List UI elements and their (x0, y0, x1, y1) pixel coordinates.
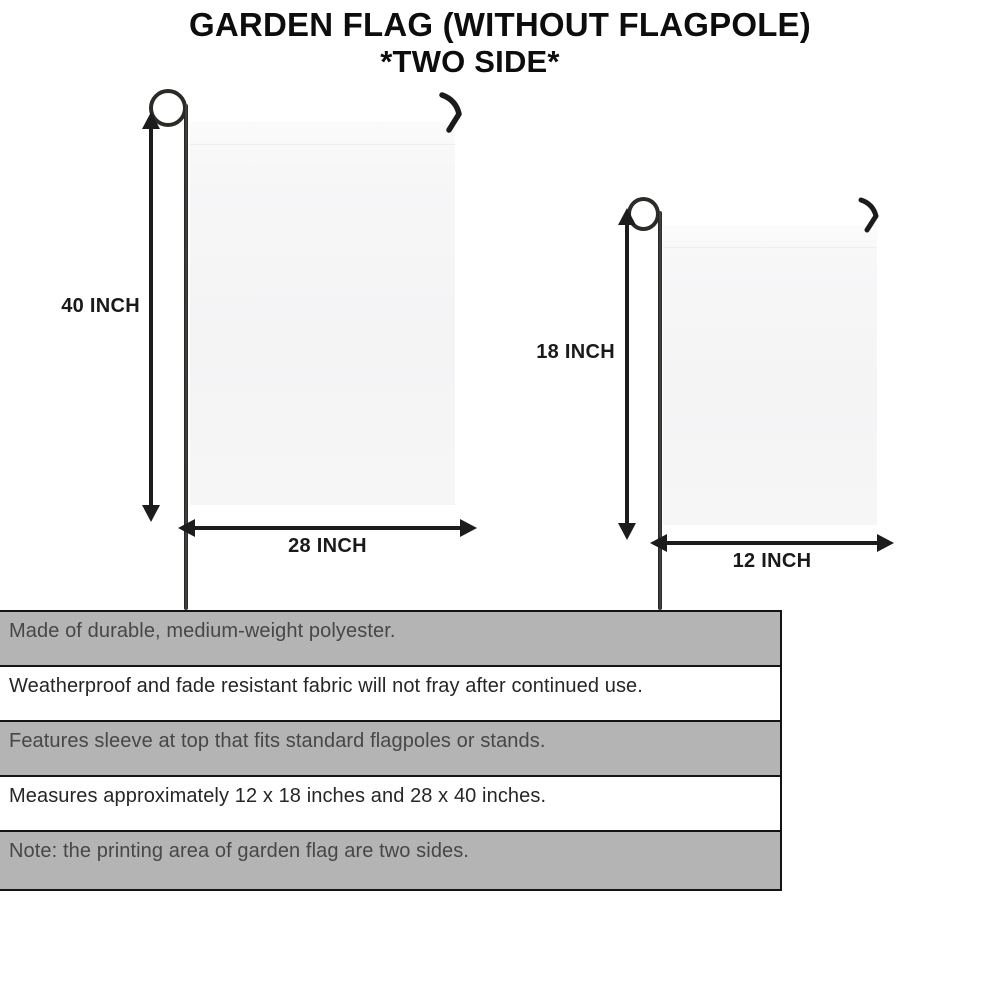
small-flag-width-label: 12 INCH (732, 550, 812, 572)
title-block (0, 6, 1000, 80)
small-flag-height-label: 18 INCH (536, 341, 615, 363)
hanger-hook-icon (857, 197, 886, 236)
feature-row (0, 832, 780, 889)
large-flag (190, 122, 455, 505)
feature-text: Weatherproof and fade resistant fabric will not fray after continued use. (9, 675, 643, 697)
small-flag-width-arrow (666, 541, 878, 545)
page-title: GARDEN FLAG (WITHOUT FLAGPOLE) (189, 6, 811, 43)
feature-row (0, 777, 780, 832)
large-flag-height-arrow (149, 128, 153, 506)
feature-row (0, 722, 780, 777)
feature-text: Note: the printing area of garden flag are two sides. (9, 840, 470, 862)
page-subtitle: *TWO SIDE* (380, 44, 560, 79)
sleeve-seam (663, 247, 877, 248)
feature-list (0, 610, 782, 891)
sleeve-seam (190, 144, 455, 145)
feature-text: Measures approximately 12 x 18 inches and 28 x 40 inches. (9, 785, 547, 807)
large-flag-width-label: 28 INCH (288, 535, 367, 557)
large-flag-height-label: 40 INCH (61, 295, 140, 317)
small-flag-height-arrow (625, 224, 629, 524)
feature-row (0, 612, 780, 667)
feature-row (0, 667, 780, 722)
feature-text: Features sleeve at top that fits standard flagpoles or stands. (9, 730, 546, 752)
large-flag-width-arrow (194, 526, 461, 530)
small-flag (663, 225, 877, 525)
hanger-hook-icon (438, 92, 470, 136)
feature-text: Made of durable, medium-weight polyester. (9, 620, 396, 642)
